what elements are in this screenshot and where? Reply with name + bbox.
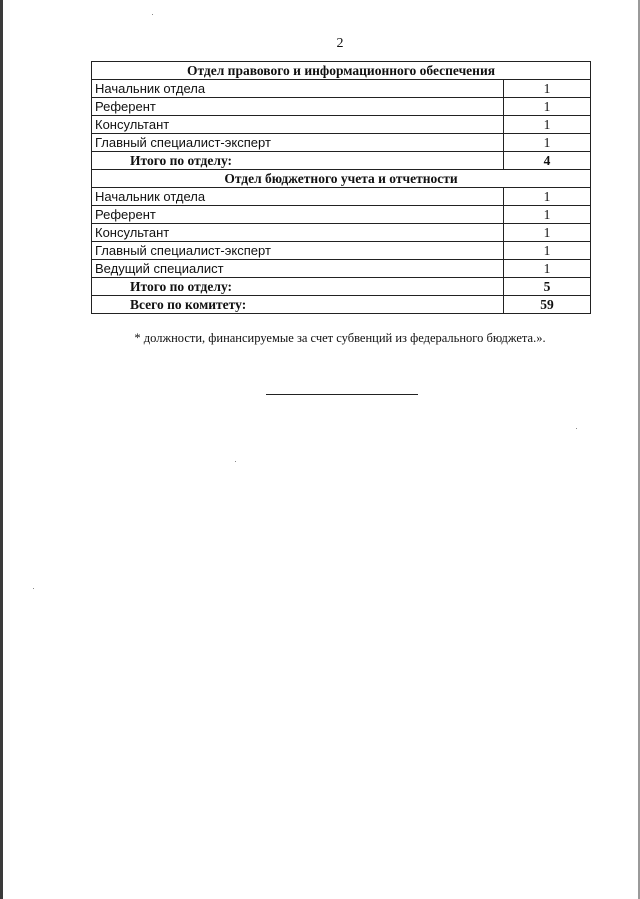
count-cell: 1 bbox=[504, 188, 591, 206]
count-cell: 1 bbox=[504, 224, 591, 242]
section-header-row bbox=[92, 170, 591, 188]
table-row bbox=[92, 242, 591, 260]
total-label: Итого по отделу: bbox=[92, 152, 504, 170]
section-header-row bbox=[92, 62, 591, 80]
table-row bbox=[92, 116, 591, 134]
count-cell: 1 bbox=[504, 80, 591, 98]
table-row bbox=[92, 224, 591, 242]
footnote: * должности, финансируемые за счет субвенций из федерального бюджета.». bbox=[134, 331, 546, 345]
section-title: Отдел правового и информационного обеспечения bbox=[92, 62, 591, 80]
grand-total-label: Всего по комитету: bbox=[92, 296, 504, 314]
scan-speck bbox=[152, 14, 153, 15]
table-row bbox=[92, 98, 591, 116]
scan-speck bbox=[33, 588, 34, 589]
count-cell: 1 bbox=[504, 206, 591, 224]
count-cell: 1 bbox=[504, 242, 591, 260]
staffing-table bbox=[91, 61, 591, 314]
scan-speck bbox=[576, 428, 577, 429]
count-cell: 1 bbox=[504, 134, 591, 152]
position-cell: Консультант bbox=[92, 116, 504, 134]
table-row bbox=[92, 188, 591, 206]
position-cell: Ведущий специалист bbox=[92, 260, 504, 278]
table-row bbox=[92, 260, 591, 278]
position-cell: Главный специалист-эксперт bbox=[92, 242, 504, 260]
section-total-row bbox=[92, 278, 591, 296]
signature-line bbox=[266, 394, 418, 395]
total-value: 4 bbox=[504, 152, 591, 170]
position-cell: Начальник отдела bbox=[92, 80, 504, 98]
table-row bbox=[92, 80, 591, 98]
position-cell: Референт bbox=[92, 98, 504, 116]
count-cell: 1 bbox=[504, 116, 591, 134]
total-value: 5 bbox=[504, 278, 591, 296]
table-row bbox=[92, 206, 591, 224]
position-cell: Главный специалист-эксперт bbox=[92, 134, 504, 152]
section-total-row bbox=[92, 152, 591, 170]
section-title: Отдел бюджетного учета и отчетности bbox=[92, 170, 591, 188]
page-number: 2 bbox=[336, 36, 344, 51]
position-cell: Референт bbox=[92, 206, 504, 224]
scan-speck bbox=[235, 461, 236, 462]
table-row bbox=[92, 134, 591, 152]
total-label: Итого по отделу: bbox=[92, 278, 504, 296]
grand-total-value: 59 bbox=[504, 296, 591, 314]
position-cell: Начальник отдела bbox=[92, 188, 504, 206]
count-cell: 1 bbox=[504, 260, 591, 278]
position-cell: Консультант bbox=[92, 224, 504, 242]
grand-total-row bbox=[92, 296, 591, 314]
count-cell: 1 bbox=[504, 98, 591, 116]
scan-edge-left bbox=[0, 0, 3, 899]
